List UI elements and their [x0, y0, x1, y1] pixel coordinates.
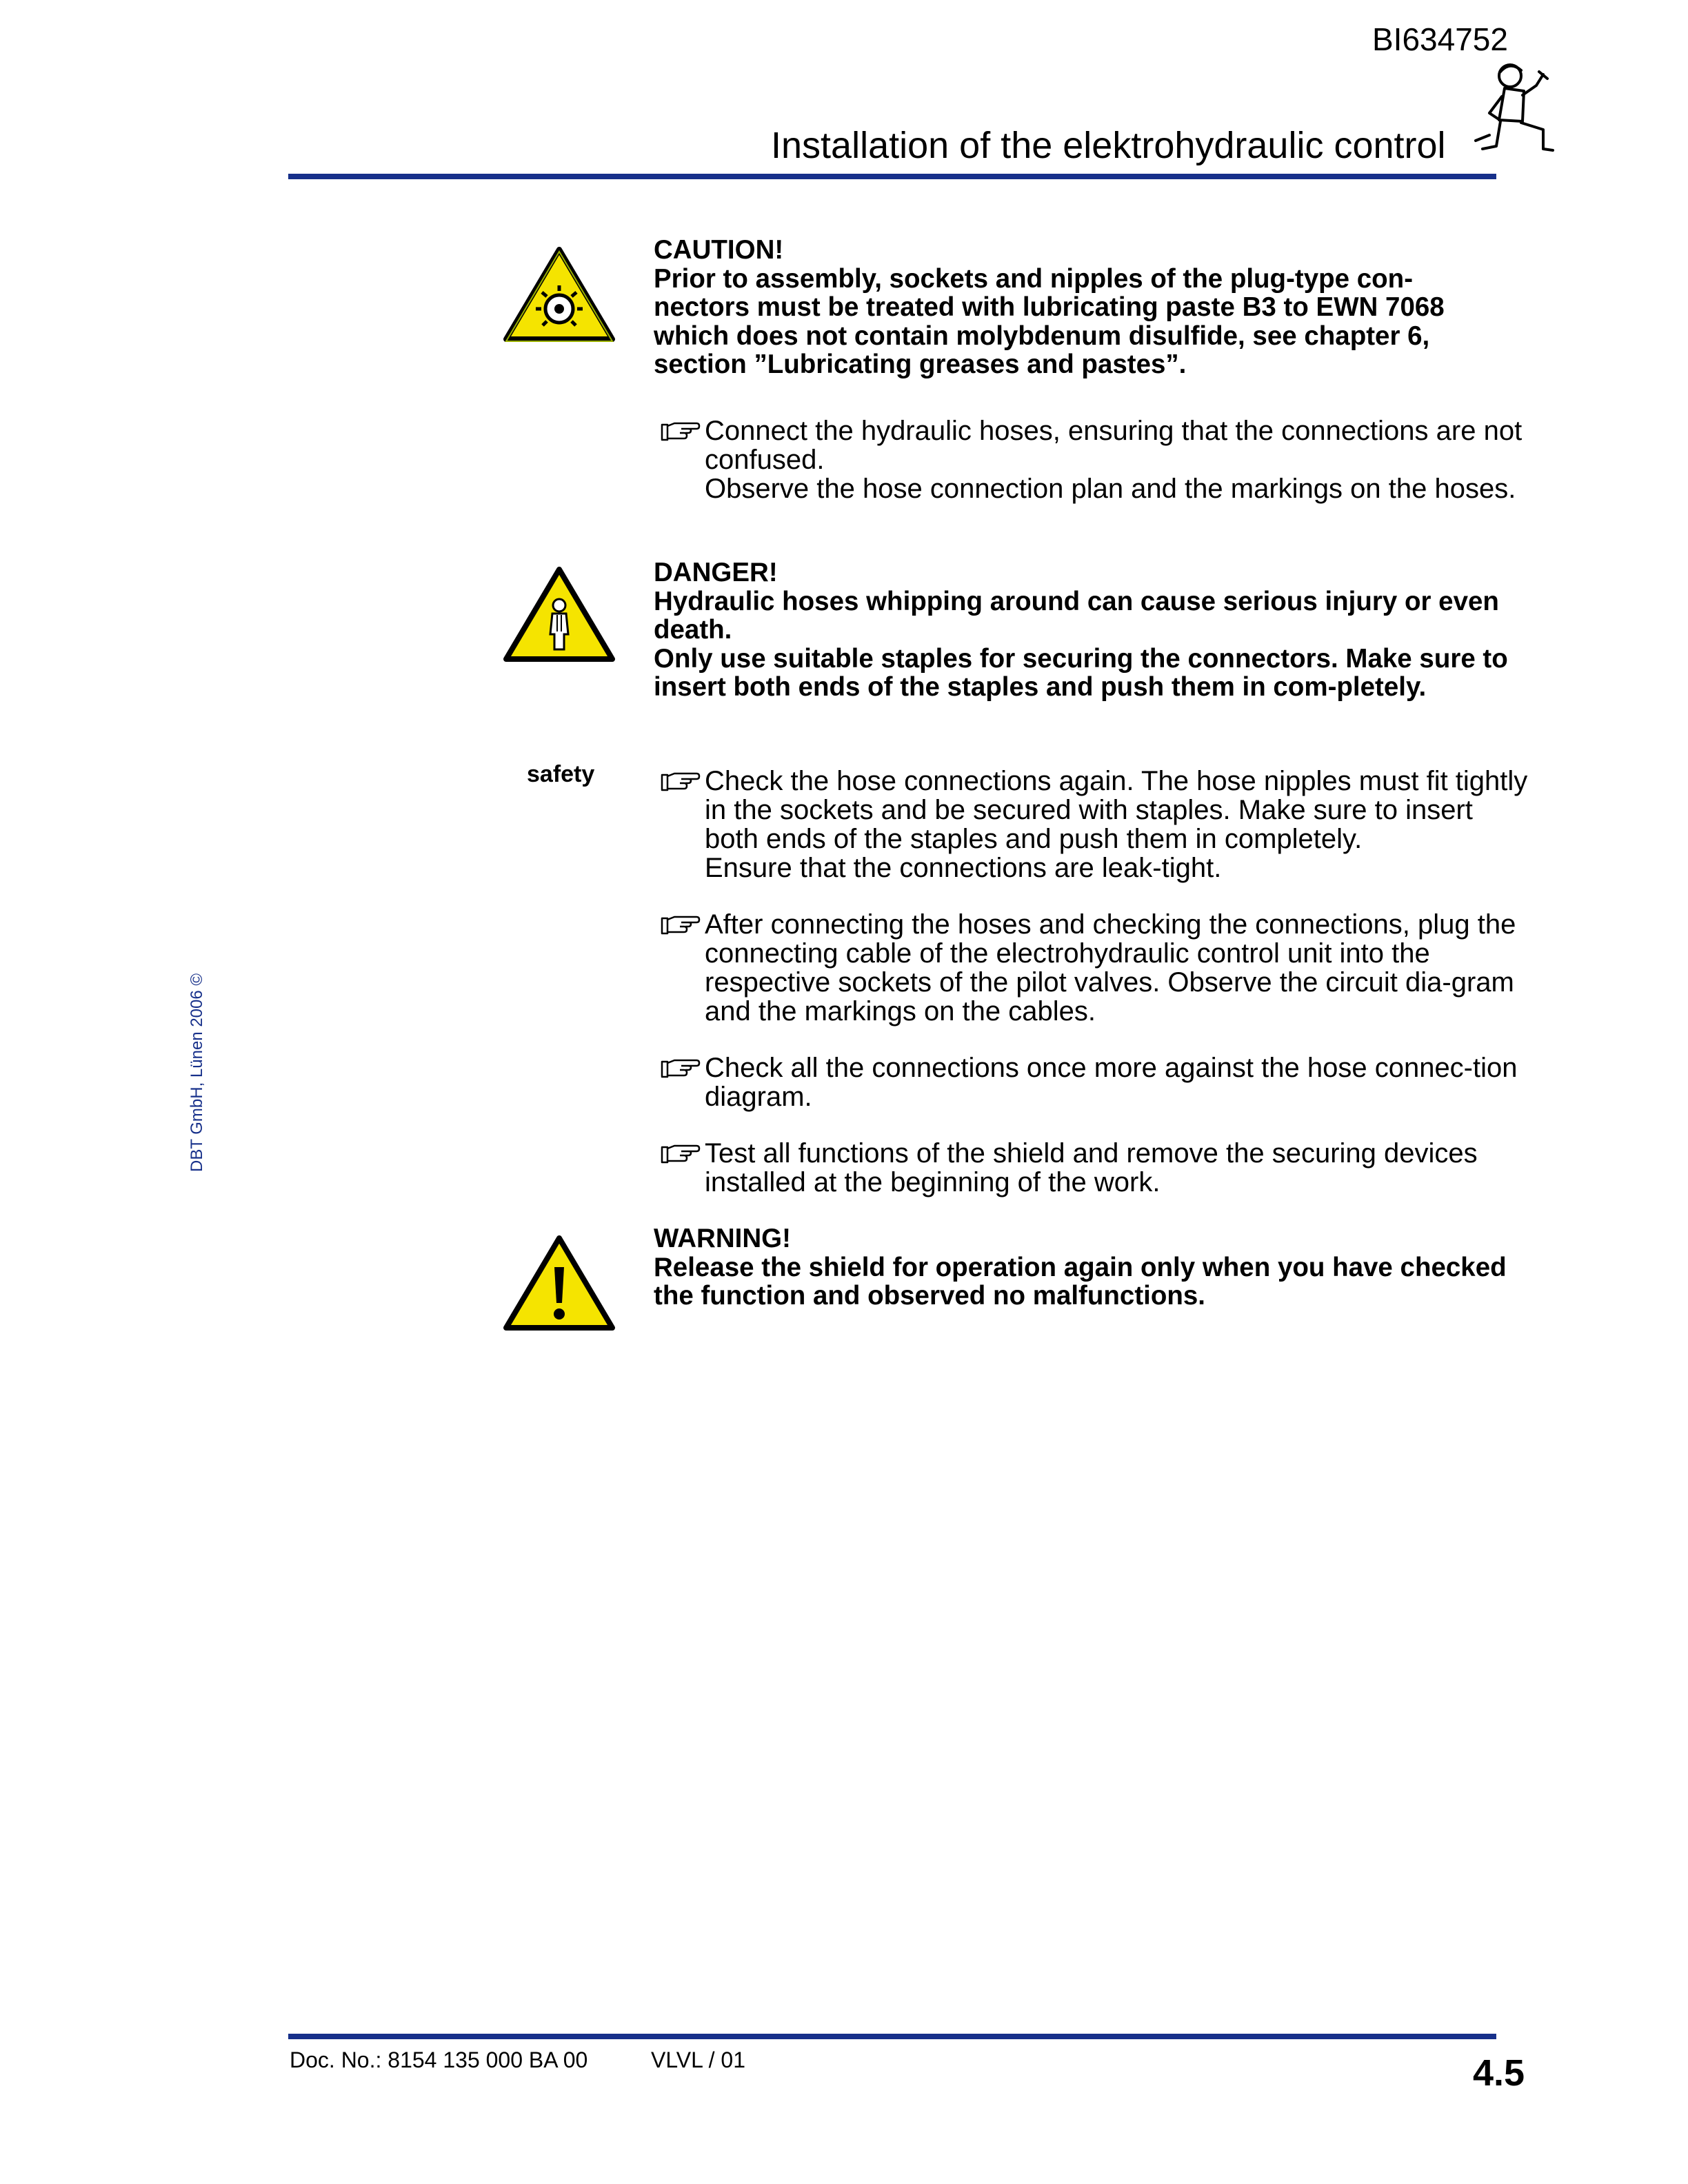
page-title: Installation of the elektrohydraulic control: [771, 125, 1446, 166]
document-id: BI634752: [1372, 21, 1508, 57]
step-text: Check all the connections once more against the hose connec-tion diagram.: [705, 1053, 1518, 1112]
danger-heading: DANGER!: [654, 558, 778, 587]
person-danger-warning-icon: [502, 565, 616, 665]
footer-rule: [288, 2034, 1496, 2039]
revision-code: VLVL / 01: [651, 2048, 745, 2072]
step-text: Check the hose connections again. The hose nipples must fit tightly in the sockets and be secured with staples. Make sure to insert both ends of the staples and push them in completely.: [705, 766, 1528, 854]
step-item: [661, 1053, 1529, 1111]
step-item: [661, 767, 1529, 882]
warning-body: Release the shield for operation again only when you have checked the function and observed no malfunctions.: [654, 1252, 1507, 1311]
step-text: After connecting the hoses and checking the connections, plug the connecting cable of the electrohydraulic control unit into the respective sockets of the pilot valves. Observe the circuit dia-gram and the markings on the cables.: [705, 909, 1516, 1027]
margin-note: safety: [527, 761, 595, 787]
warning-heading: WARNING!: [654, 1224, 791, 1253]
exclamation-warning-icon: [502, 1234, 616, 1333]
step-item: [661, 910, 1529, 1026]
page-number: 4.5: [1473, 2052, 1525, 2094]
step-item: [661, 1139, 1529, 1197]
copyright-note: DBT GmbH, Lünen 2006 ©: [188, 973, 206, 1172]
step-text: Test all functions of the shield and remove the securing devices installed at the beginning of the work.: [705, 1138, 1478, 1197]
danger-body: Hydraulic hoses whipping around can cause serious injury or even death. Only use suitable staples for securing the connectors. Make sure to insert both ends of the staples and push them in com-pletely.: [654, 586, 1508, 702]
pointing-hand-icon: [661, 419, 701, 443]
danger-notice: [654, 558, 1509, 702]
caution-heading: CAUTION!: [654, 235, 784, 265]
pointing-hand-icon: [661, 1142, 701, 1165]
pointing-hand-icon: [661, 769, 701, 793]
warning-notice: [654, 1224, 1509, 1311]
caution-body: Prior to assembly, sockets and nipples of the plug-type con-nectors must be treated with lubricating paste B3 to EWN 7068 which does not contain molybdenum disulfide, see chapter 6, section ”Lubricating greases and pastes”.: [654, 263, 1445, 379]
document-number: Doc. No.: 8154 135 000 BA 00: [290, 2048, 588, 2072]
step-text-detail: Observe the hose connection plan and the markings on the hoses.: [705, 474, 1516, 504]
pointing-hand-icon: [661, 913, 701, 936]
step-text-detail: Ensure that the connections are leak-tight.: [705, 853, 1222, 883]
caution-notice: [654, 236, 1509, 379]
worker-icon: [1462, 58, 1558, 161]
step-text: Connect the hydraulic hoses, ensuring that the connections are not confused.: [705, 416, 1523, 475]
header-rule: [288, 174, 1496, 179]
pointing-hand-icon: [661, 1056, 701, 1080]
safety-gloves-warning-icon: [502, 245, 616, 345]
step-item: [661, 416, 1529, 503]
